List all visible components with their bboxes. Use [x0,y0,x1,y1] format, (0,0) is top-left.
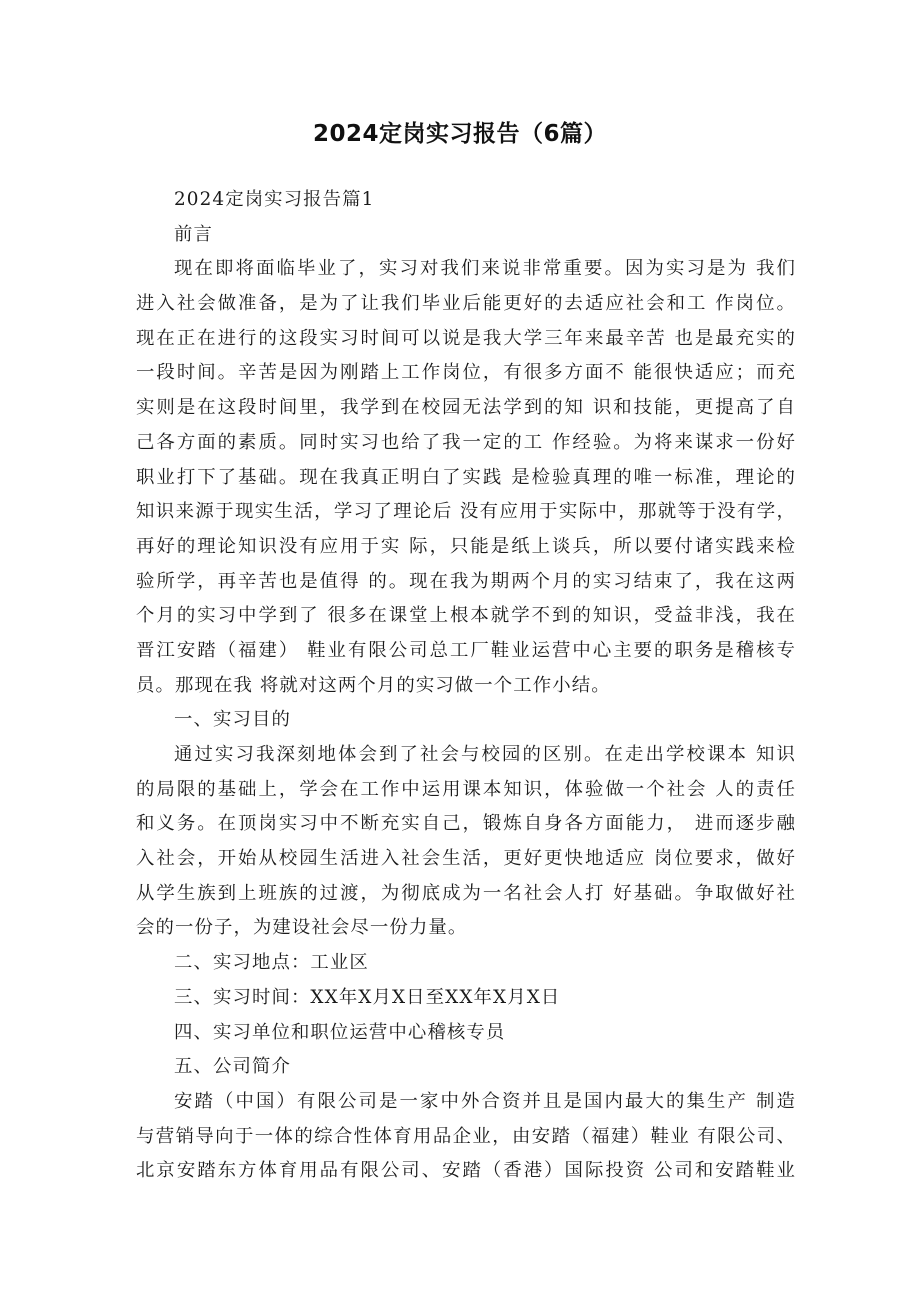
text-line: 晋江安踏（福建） 鞋业有限公司总工厂鞋业运营中心主要的职务是稽核专 [136,639,796,661]
text-line: 一段时间。辛苦是因为刚踏上工作岗位，有很多方面不 能很快适应；而充 [136,362,796,384]
text-line: 安踏（中国）有限公司是一家中外合资并且是国内最大的集生产 制造 [174,1090,796,1112]
text-line: 现在正在进行的这段实习时间可以说是我大学三年来最辛苦 也是最充实的 [136,327,796,349]
text-line: 五、公司简介 [174,1056,291,1078]
text-line: 与营销导向于一体的综合性体育用品企业，由安踏（福建）鞋业 有限公司、 [136,1125,796,1147]
text-line: 实则是在这段时间里，我学到在校园无法学到的知 识和技能，更提高了自 [136,397,796,419]
text-line: 个月的实习中学到了 很多在课堂上根本就学不到的知识，受益非浅，我在 [136,605,796,627]
text-line: 入社会，开始从校园生活进入社会生活，更好更快地适应 岗位要求，做好 [136,848,796,870]
text-line: 员。那现在我 将就对这两个月的实习做一个工作小结。 [136,674,611,696]
text-line: 的局限的基础上，学会在工作中运用课本知识，体验做一个社会 人的责任 [136,778,796,800]
text-line: 北京安踏东方体育用品有限公司、安踏（香港）国际投资 公司和安踏鞋业 [136,1160,796,1182]
document-body [136,183,796,1189]
text-line: 二、实习地点：工业区 [174,952,369,974]
text-line: 职业打下了基础。现在我真正明白了实践 是检验真理的唯一标准，理论的 [136,466,796,488]
text-line: 现在即将面临毕业了，实习对我们来说非常重要。因为实习是为 我们 [174,258,796,280]
text-line: 前言 [174,223,213,245]
text-line: 通过实习我深刻地体会到了社会与校园的区别。在走出学校课本 知识 [174,744,796,765]
text-line: 知识来源于现实生活，学习了理论后 没有应用于实际中，那就等于没有学， [136,501,796,523]
text-line: 再好的理论知识没有应用于实 际，只能是纸上谈兵，所以要付诸实践来检 [136,535,796,557]
text-line: 会的一份子，为建设社会尽一份力量。 [136,917,468,939]
text-line: 2024定岗实习报告篇1 [174,189,375,210]
text-line: 验所学，再辛苦也是值得 的。现在我为期两个月的实习结束了，我在这两 [136,570,796,592]
text-line: 从学生族到上班族的过渡，为彻底成为一名社会人打 好基础。争取做好社 [136,882,796,904]
text-line: 四、实习单位和职位运营中心稽核专员 [174,1021,506,1043]
text-line: 和义务。在顶岗实习中不断充实自己，锻炼自身各方面能力， 进而逐步融 [136,813,796,835]
text-line: 进入社会做准备，是为了让我们毕业后能更好的去适应社会和工 作岗位。 [136,293,796,315]
document-title: 2024定岗实习报告（6篇） [312,121,608,147]
text-line: 三、实习时间：XX年X月X日至XX年X月X日 [174,986,561,1008]
text-line: 己各方面的素质。同时实习也给了我一定的工 作经验。为将来谋求一份好 [136,431,796,453]
text-line: 一、实习目的 [174,709,291,731]
